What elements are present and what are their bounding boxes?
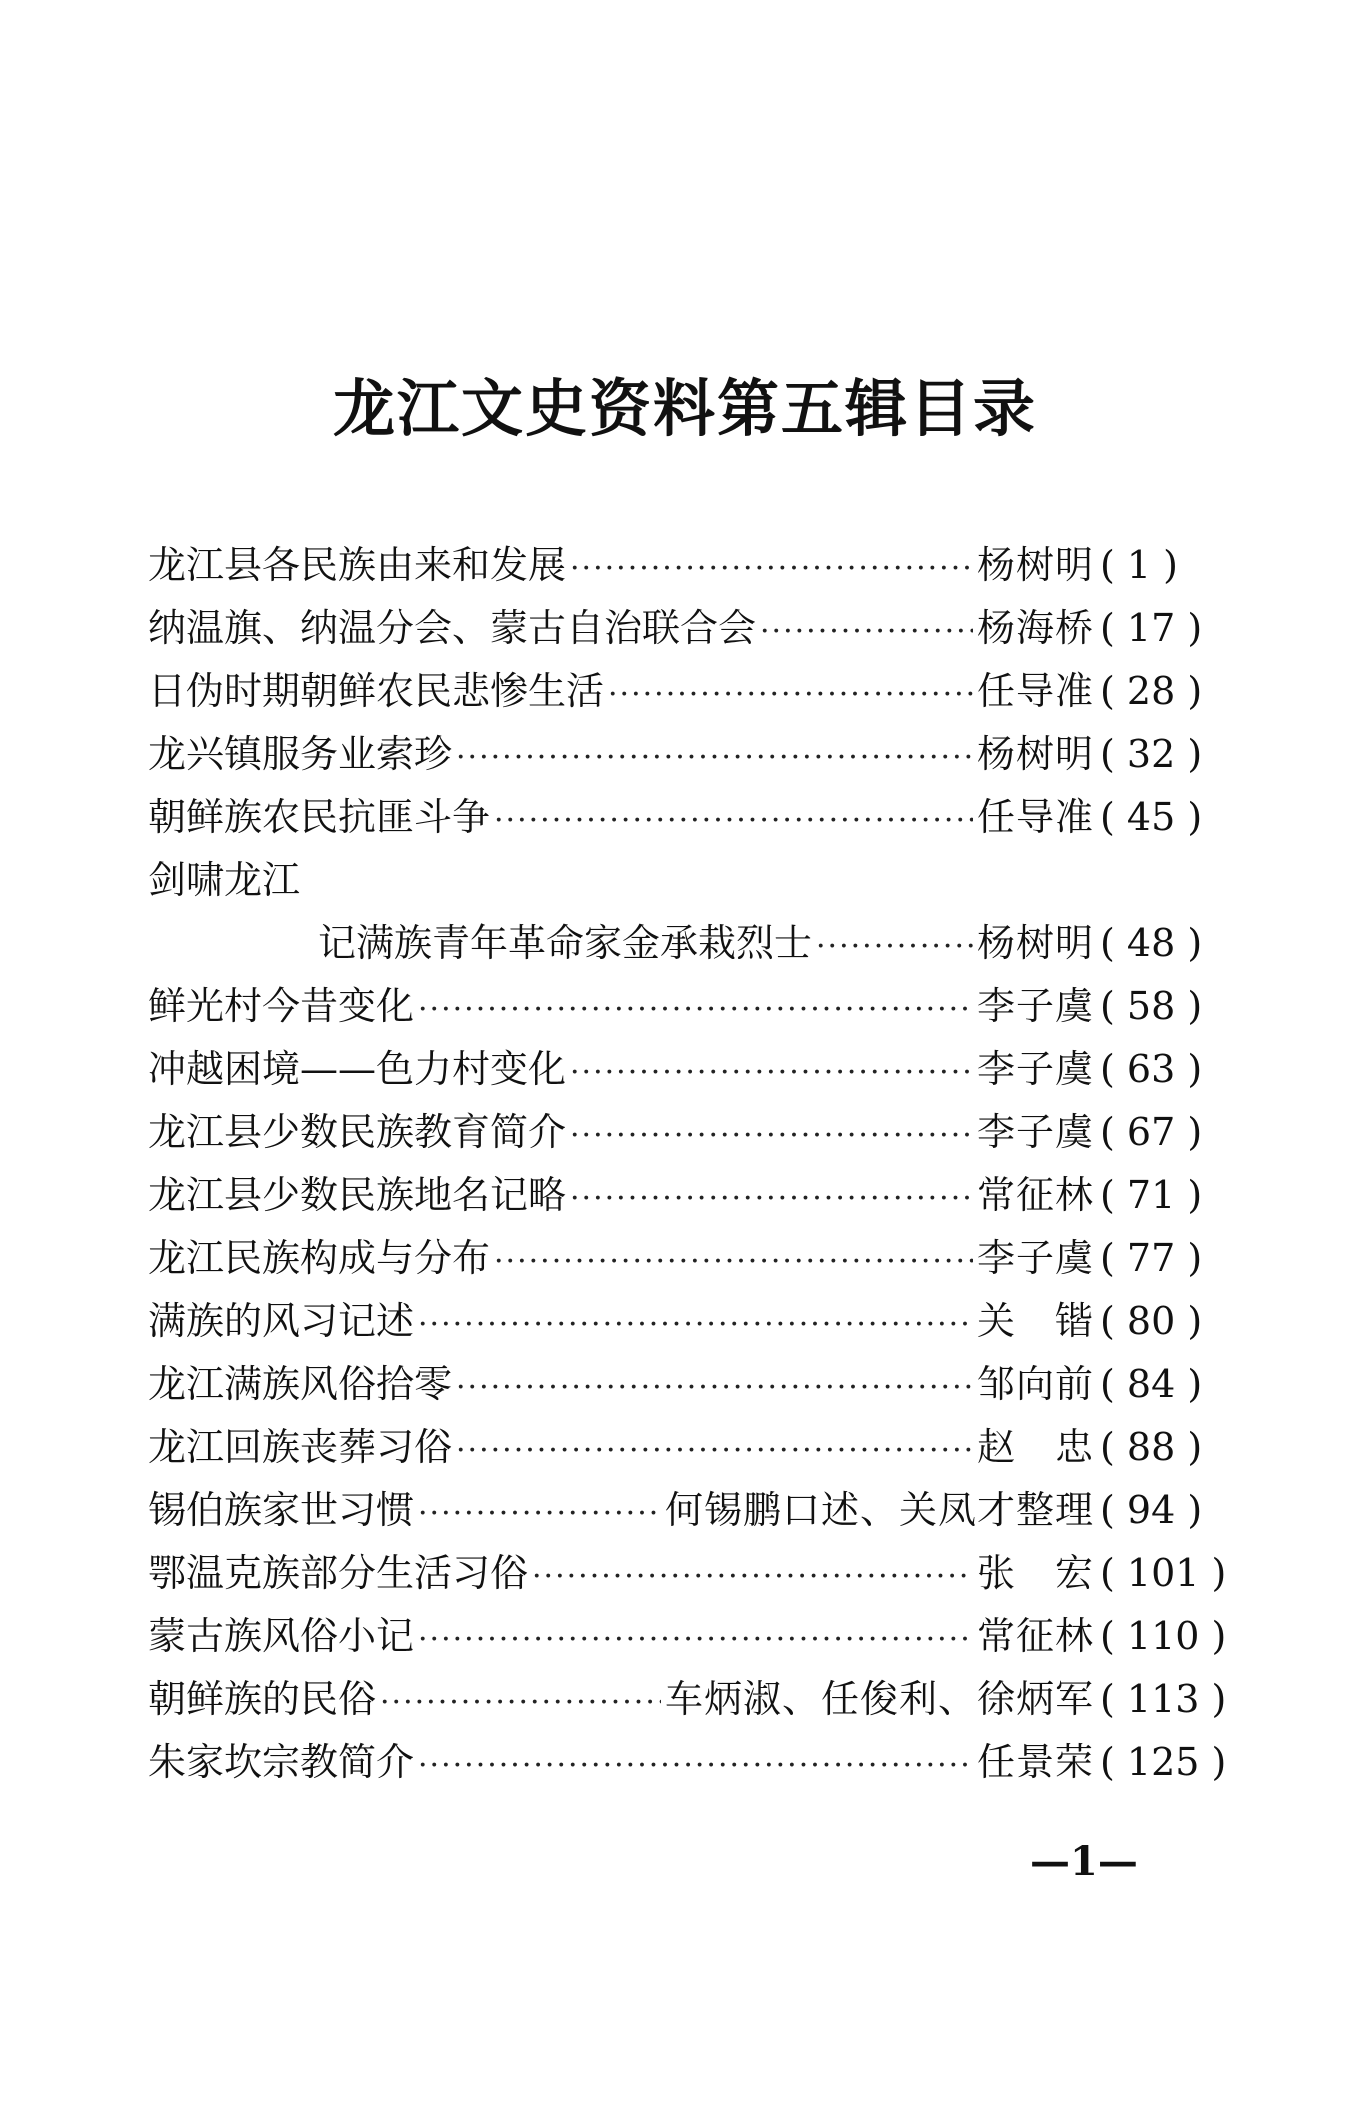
entry-title: 龙江回族丧葬习俗	[148, 1425, 453, 1469]
entry-author: 李子虞	[976, 1236, 1094, 1280]
leader-dots	[760, 600, 973, 663]
entry-author: 任导准	[976, 669, 1094, 713]
entry-page: ( 45 )	[1100, 795, 1203, 839]
entry-title: 龙兴镇服务业索珍	[148, 732, 453, 776]
entry-author: 关 锴	[976, 1299, 1094, 1343]
entry-page: ( 77 )	[1100, 1236, 1203, 1280]
leader-dots	[418, 1734, 973, 1797]
entry-page: ( 48 )	[1100, 921, 1203, 965]
entry-title: 剑啸龙江	[148, 858, 301, 902]
entry-title: 冲越困境——色力村变化	[148, 1047, 567, 1091]
entry-page: ( 58 )	[1100, 984, 1203, 1028]
entry-author: 张 宏	[976, 1551, 1094, 1595]
toc-entry	[148, 1290, 1228, 1353]
toc-entry-subtitle	[148, 912, 1228, 975]
entry-title: 龙江县各民族由来和发展	[148, 543, 567, 587]
entry-author: 车炳淑、任俊利、徐炳军	[664, 1677, 1094, 1721]
entry-author: 赵 忠	[976, 1425, 1094, 1469]
entry-title: 满族的风习记述	[148, 1299, 415, 1343]
entry-title: 锡伯族家世习惯	[148, 1488, 415, 1532]
leader-dots	[608, 663, 973, 726]
entry-page: ( 88 )	[1100, 1425, 1203, 1469]
toc-entry	[148, 1416, 1228, 1479]
entry-author: 杨树明	[976, 543, 1094, 587]
entry-page: ( 1 )	[1100, 543, 1178, 587]
leader-dots	[570, 1041, 973, 1104]
leader-dots	[456, 1419, 973, 1482]
leader-dots	[418, 1482, 661, 1545]
toc-entry	[148, 1164, 1228, 1227]
toc-entry	[148, 1479, 1228, 1542]
entry-page: ( 71 )	[1100, 1173, 1203, 1217]
entry-page: ( 94 )	[1100, 1488, 1203, 1532]
leader-dots	[456, 726, 973, 789]
toc-entry	[148, 1605, 1228, 1668]
leader-dots	[494, 1230, 973, 1293]
leader-dots	[570, 1104, 973, 1167]
entry-author: 李子虞	[976, 1110, 1094, 1154]
entry-page: ( 63 )	[1100, 1047, 1203, 1091]
entry-title: 纳温旗、纳温分会、蒙古自治联合会	[148, 606, 757, 650]
toc-entry	[148, 1542, 1228, 1605]
toc-entry	[148, 723, 1228, 786]
leader-dots	[570, 1167, 973, 1230]
entry-author: 常征林	[976, 1173, 1094, 1217]
leader-dots	[494, 789, 973, 852]
leader-dots	[380, 1671, 661, 1734]
entry-author: 李子虞	[976, 984, 1094, 1028]
toc-entry	[148, 534, 1228, 597]
entry-author: 杨海桥	[976, 606, 1094, 650]
toc-entry-heading	[148, 849, 1228, 912]
leader-dots	[816, 915, 973, 978]
entry-page: ( 113 )	[1100, 1677, 1227, 1721]
entry-page: ( 17 )	[1100, 606, 1203, 650]
entry-title: 朝鲜族农民抗匪斗争	[148, 795, 491, 839]
entry-title: 蒙古族风俗小记	[148, 1614, 415, 1658]
toc-entry	[148, 597, 1228, 660]
entry-author: 任景荣	[976, 1740, 1094, 1784]
toc-entry	[148, 1353, 1228, 1416]
entry-page: ( 101 )	[1100, 1551, 1227, 1595]
entry-title: 龙江满族风俗拾零	[148, 1362, 453, 1406]
toc-entry	[148, 975, 1228, 1038]
toc-entry	[148, 1101, 1228, 1164]
entry-title: 龙江民族构成与分布	[148, 1236, 491, 1280]
toc-entry	[148, 1038, 1228, 1101]
entry-author: 任导准	[976, 795, 1094, 839]
table-of-contents	[148, 534, 1228, 1794]
toc-entry	[148, 1227, 1228, 1290]
entry-page: ( 28 )	[1100, 669, 1203, 713]
entry-author: 李子虞	[976, 1047, 1094, 1091]
leader-dots	[532, 1545, 973, 1608]
page-title: 龙江文史资料第五辑目录	[332, 372, 1037, 445]
entry-author: 杨树明	[976, 921, 1094, 965]
entry-author: 杨树明	[976, 732, 1094, 776]
leader-dots	[456, 1356, 973, 1419]
entry-page: ( 125 )	[1100, 1740, 1227, 1784]
toc-entry	[148, 1731, 1228, 1794]
entry-title: 龙江县少数民族地名记略	[148, 1173, 567, 1217]
entry-page: ( 67 )	[1100, 1110, 1203, 1154]
entry-title: 朱家坎宗教简介	[148, 1740, 415, 1784]
leader-dots	[570, 537, 973, 600]
page-number: —1—	[1030, 1838, 1138, 1885]
entry-title: 鄂温克族部分生活习俗	[148, 1551, 529, 1595]
entry-title: 记满族青年革命家金承栽烈士	[318, 921, 813, 965]
entry-page: ( 32 )	[1100, 732, 1203, 776]
entry-page: ( 80 )	[1100, 1299, 1203, 1343]
leader-dots	[418, 978, 973, 1041]
leader-dots	[418, 1608, 973, 1671]
entry-title: 鲜光村今昔变化	[148, 984, 415, 1028]
leader-dots	[418, 1293, 973, 1356]
entry-author: 常征林	[976, 1614, 1094, 1658]
toc-entry	[148, 786, 1228, 849]
entry-author: 何锡鹏口述、关凤才整理	[664, 1488, 1094, 1532]
entry-title: 日伪时期朝鲜农民悲惨生活	[148, 669, 605, 713]
entry-title: 朝鲜族的民俗	[148, 1677, 377, 1721]
toc-entry	[148, 660, 1228, 723]
toc-entry	[148, 1668, 1228, 1731]
entry-title: 龙江县少数民族教育简介	[148, 1110, 567, 1154]
entry-author: 邹向前	[976, 1362, 1094, 1406]
entry-page: ( 84 )	[1100, 1362, 1203, 1406]
entry-page: ( 110 )	[1100, 1614, 1227, 1658]
